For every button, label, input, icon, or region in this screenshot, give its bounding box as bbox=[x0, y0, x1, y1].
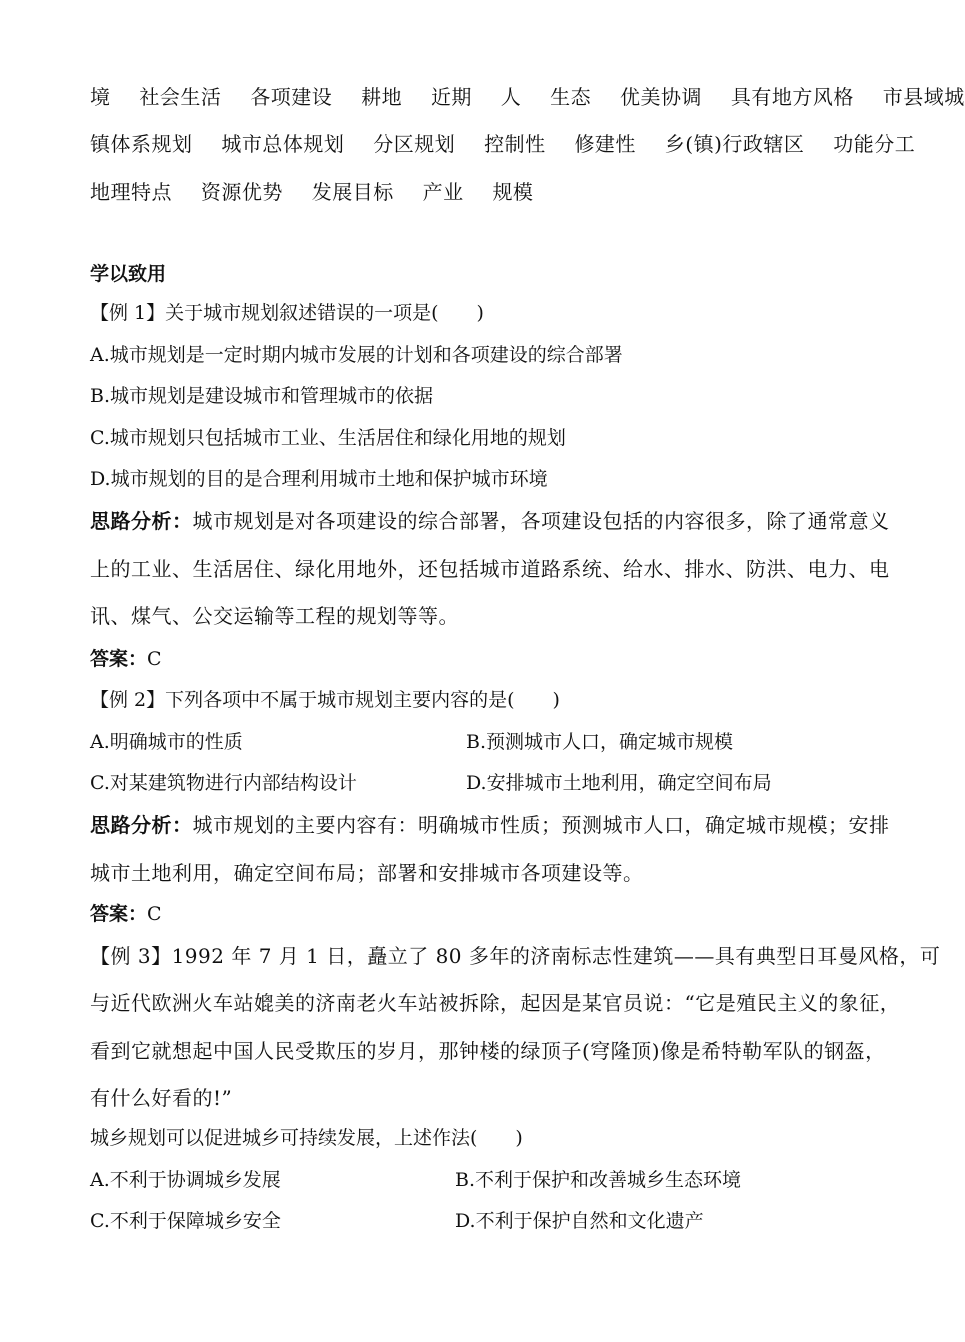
example3-option-d: D.不利于保护自然和文化遗产 bbox=[455, 1210, 704, 1232]
analysis-text: 城市规划的主要内容有：明确城市性质；预测城市人口，确定城市规模；安排 bbox=[192, 813, 890, 837]
answer-value: C bbox=[147, 903, 162, 925]
keyword: 城市总体规划 bbox=[221, 132, 345, 156]
example2-option-a: A.明确城市的性质 bbox=[90, 731, 243, 753]
keyword: 优美协调 bbox=[620, 85, 703, 109]
keyword: 乡(镇)行政辖区 bbox=[664, 132, 805, 156]
keyword: 各项建设 bbox=[250, 85, 333, 109]
answer-value: C bbox=[147, 648, 162, 670]
keyword: 发展目标 bbox=[311, 180, 394, 204]
example2-analysis-line-2: 城市土地利用，确定空间布局；部署和安排城市各项建设等。 bbox=[90, 861, 644, 885]
example3-stem-line-1: 【例 3】1992 年 7 月 1 日，矗立了 80 多年的济南标志性建筑——具有典型日耳曼风格，可 bbox=[90, 944, 941, 968]
keywords-line-1 bbox=[90, 85, 965, 109]
example3-stem-line-3: 看到它就想起中国人民受欺压的岁月，那钟楼的绿顶子(穹隆顶)像是希特勒军队的钢盔， bbox=[90, 1039, 886, 1063]
keywords-line-2 bbox=[90, 132, 915, 156]
section-title: 学以致用 bbox=[90, 263, 167, 285]
example3-option-b: B.不利于保护和改善城乡生态环境 bbox=[455, 1169, 742, 1191]
example2-option-d: D.安排城市土地利用，确定空间布局 bbox=[466, 772, 772, 794]
analysis-label: 思路分析： bbox=[90, 813, 193, 837]
keyword: 镇体系规划 bbox=[90, 132, 193, 156]
example1-option-a: A.城市规划是一定时期内城市发展的计划和各项建设的综合部署 bbox=[90, 344, 623, 366]
example3-option-c: C.不利于保障城乡安全 bbox=[90, 1210, 281, 1232]
example1-analysis-line-3: 讯、煤气、公交运输等工程的规划等等。 bbox=[90, 604, 459, 628]
keywords-line-3 bbox=[90, 180, 533, 204]
keyword: 功能分工 bbox=[833, 132, 916, 156]
example2-stem: 【例 2】下列各项中不属于城市规划主要内容的是( ) bbox=[90, 689, 560, 711]
example3-question: 城乡规划可以促进城乡可持续发展，上述作法( ) bbox=[90, 1127, 523, 1149]
keyword: 具有地方风格 bbox=[730, 85, 854, 109]
keyword: 人 bbox=[500, 85, 522, 109]
example2-option-b: B.预测城市人口，确定城市规模 bbox=[466, 731, 734, 753]
keyword: 市县域城 bbox=[882, 85, 965, 109]
keyword: 资源优势 bbox=[200, 180, 283, 204]
example3-stem-line-2: 与近代欧洲火车站媲美的济南老火车站被拆除，起因是某官员说：“它是殖民主义的象征， bbox=[90, 991, 901, 1015]
keyword: 境 bbox=[90, 85, 111, 109]
keyword: 地理特点 bbox=[90, 180, 172, 204]
keyword: 产业 bbox=[422, 180, 464, 204]
keyword: 修建性 bbox=[574, 132, 636, 156]
keyword: 分区规划 bbox=[373, 132, 456, 156]
analysis-text: 城市规划是对各项建设的综合部署，各项建设包括的内容很多，除了通常意义 bbox=[192, 509, 890, 533]
keyword: 生态 bbox=[550, 85, 592, 109]
example3-option-a: A.不利于协调城乡发展 bbox=[90, 1169, 281, 1191]
example1-stem: 【例 1】关于城市规划叙述错误的一项是( ) bbox=[90, 302, 484, 324]
example2-analysis-line-1 bbox=[90, 813, 890, 837]
example2-answer bbox=[90, 902, 162, 926]
keyword: 社会生活 bbox=[139, 85, 222, 109]
example1-option-d: D.城市规划的目的是合理利用城市土地和保护城市环境 bbox=[90, 468, 548, 490]
analysis-label: 思路分析： bbox=[90, 509, 193, 533]
keyword: 规模 bbox=[492, 180, 534, 204]
example1-analysis-line-1 bbox=[90, 509, 890, 533]
answer-label: 答案： bbox=[90, 648, 148, 670]
keyword: 近期 bbox=[430, 85, 472, 109]
example1-answer bbox=[90, 647, 162, 671]
keyword: 控制性 bbox=[484, 132, 546, 156]
example1-option-b: B.城市规划是建设城市和管理城市的依据 bbox=[90, 385, 434, 407]
answer-label: 答案： bbox=[90, 903, 148, 925]
example2-option-c: C.对某建筑物进行内部结构设计 bbox=[90, 772, 357, 794]
example3-stem-line-4: 有什么好看的!” bbox=[90, 1086, 233, 1110]
keyword: 耕地 bbox=[361, 85, 403, 109]
example1-analysis-line-2: 上的工业、生活居住、绿化用地外，还包括城市道路系统、给水、排水、防洪、电力、电 bbox=[90, 557, 890, 581]
example1-option-c: C.城市规划只包括城市工业、生活居住和绿化用地的规划 bbox=[90, 427, 566, 449]
